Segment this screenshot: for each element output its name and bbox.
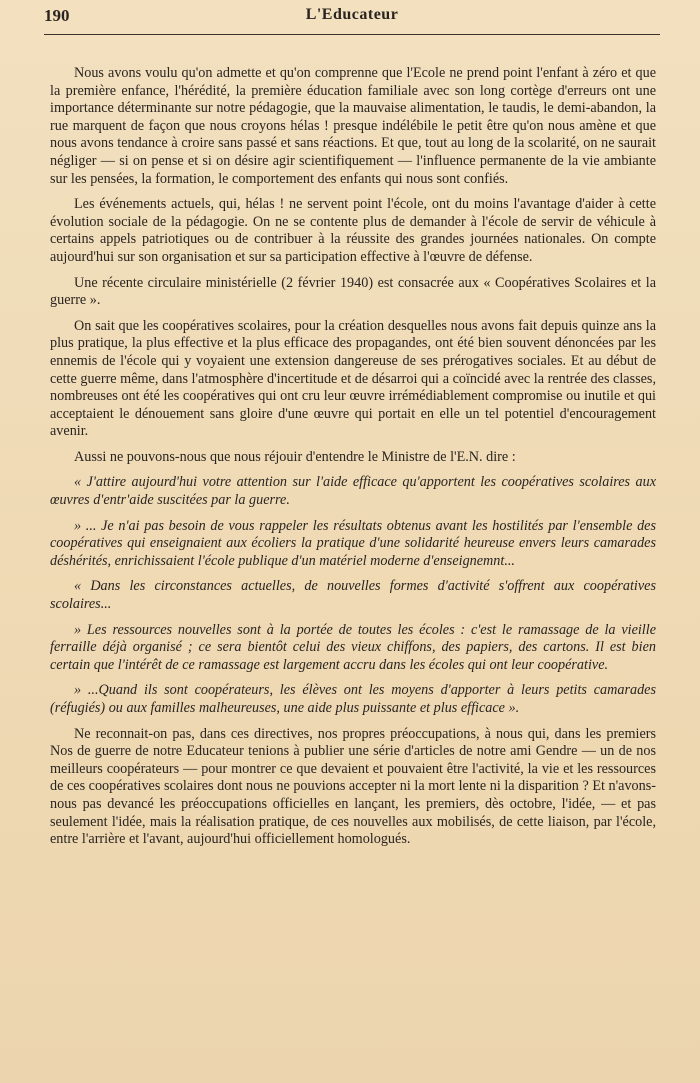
ministerial-quote: » ...Quand ils sont coopérateurs, les élèves ont les moyens d'apporter à leurs petits camarades (réfugiés) ou aux familles malheureuses, une aide plus puissante et plus efficace ». (50, 682, 656, 716)
closing-paragraph: Ne reconnait-on pas, dans ces directives, nos propres préoccupations, à nous qui, dans les premiers Nos de guerre de notre Educateur tenions à publier une série d'articles de notre ami Gendre — un de nos meilleurs coopérateurs — pour montrer ce que devaient et pouvaient être l'activité, la vie et les ressources de ces coopératives scolaires dont nous ne pouvions accepter ni la mort lente ni la disparition ? Et n'avons-nous pas devancé les préoccupations officielles en lançant, les premiers, dès octobre, l'idée, — et pas seulement l'idée, mais la réalisation pratique, de ces nouvelles aux mobilisés, de cette liaison, par l'école, entre l'arrière et l'avant, aujourd'hui officiellement homologués. (50, 725, 656, 848)
paragraph: On sait que les coopératives scolaires, pour la création desquelles nous avons fait depuis quinze ans la plus pratique, la plus effective et la plus efficace des propagandes, ont été bien souvent dénoncées par les ennemis de l'école qui y voyaient une extension dangereuse de ses prérogatives sociales. Et au début de cette guerre même, dans l'atmosphère d'incertitude et de désarroi qui a coïncidé avec la rentrée des classes, nombreuses ont été les coopératives qui ont cru leur œuvre irrémédiablement compromise ou inutile et qui acceptaient le dénouement sans gloire d'une œuvre qui portait en elle un tel potentiel d'encouragement avenir. (50, 317, 656, 440)
journal-title: L'Educateur (305, 6, 399, 23)
ministerial-quote: » Les ressources nouvelles sont à la portée de toutes les écoles : c'est le ramassage de la vieille ferraille déjà organisé ; ce sera bientôt celui des vieux chiffons, des papiers, des cartons. Il est bien certain que l'intérêt de ce ramassage est largement accru dans les écoles qui ont leur coopérative. (50, 621, 656, 673)
paragraph: Une récente circulaire ministérielle (2 février 1940) est consacrée aux « Coopératives Scolaires et la guerre ». (50, 274, 656, 309)
page-number: 190 (44, 6, 70, 25)
ministerial-quote: » ... Je n'ai pas besoin de vous rappeler les résultats obtenus avant les hostilités par l'ensemble des coopératives qui enseignaient aux écoliers la pratique d'une solidarité heureuse envers leurs camarades déshérités, enrichissaient l'école publique d'un matériel moderne d'enseignemnt... (50, 517, 656, 569)
article-body (50, 65, 656, 849)
page-header (44, 6, 660, 35)
paragraph: Nous avons voulu qu'on admette et qu'on comprenne que l'Ecole ne prend point l'enfant à zéro et que la première enfance, l'hérédité, la première éducation familiale avec son long cortège d'erreurs ont une importance déterminante sur notre pédagogie, que la mauvaise alimentation, le taudis, le demi-abandon, la rue marquent de façon que nous croyons hélas ! presque indélébile le petit être qu'on nous amène et que nous avons tendance à croire sans passé et sans réactions. Et que, tout au long de la scolarité, on ne saurait négliger — si on pense et si on désire agir scientifiquement — l'influence permanente de la vie ambiante sur les pensées, la formation, le comportement des enfants qui nous sont confiés. (50, 65, 656, 187)
ministerial-quote: « J'attire aujourd'hui votre attention sur l'aide efficace qu'apportent les coopératives scolaires aux œuvres d'entr'aide suscitées par la guerre. (50, 474, 656, 509)
ministerial-quote: « Dans les circonstances actuelles, de nouvelles formes d'activité s'offrent aux coopératives scolaires... (50, 578, 656, 613)
paragraph: Aussi ne pouvons-nous que nous réjouir d'entendre le Ministre de l'E.N. dire : (74, 448, 516, 465)
paragraph: Les événements actuels, qui, hélas ! ne servent point l'école, ont du moins l'avantage d'aider à cette évolution sociale de la pédagogie. On ne se contente plus de demander à l'école de servir de véhicule à certains appels patriotiques ou de contribuer à la réussite des grandes journées nationales. On compte aujourd'hui sur son organisation et sur sa participation effective à l'œuvre de défense. (50, 196, 656, 265)
